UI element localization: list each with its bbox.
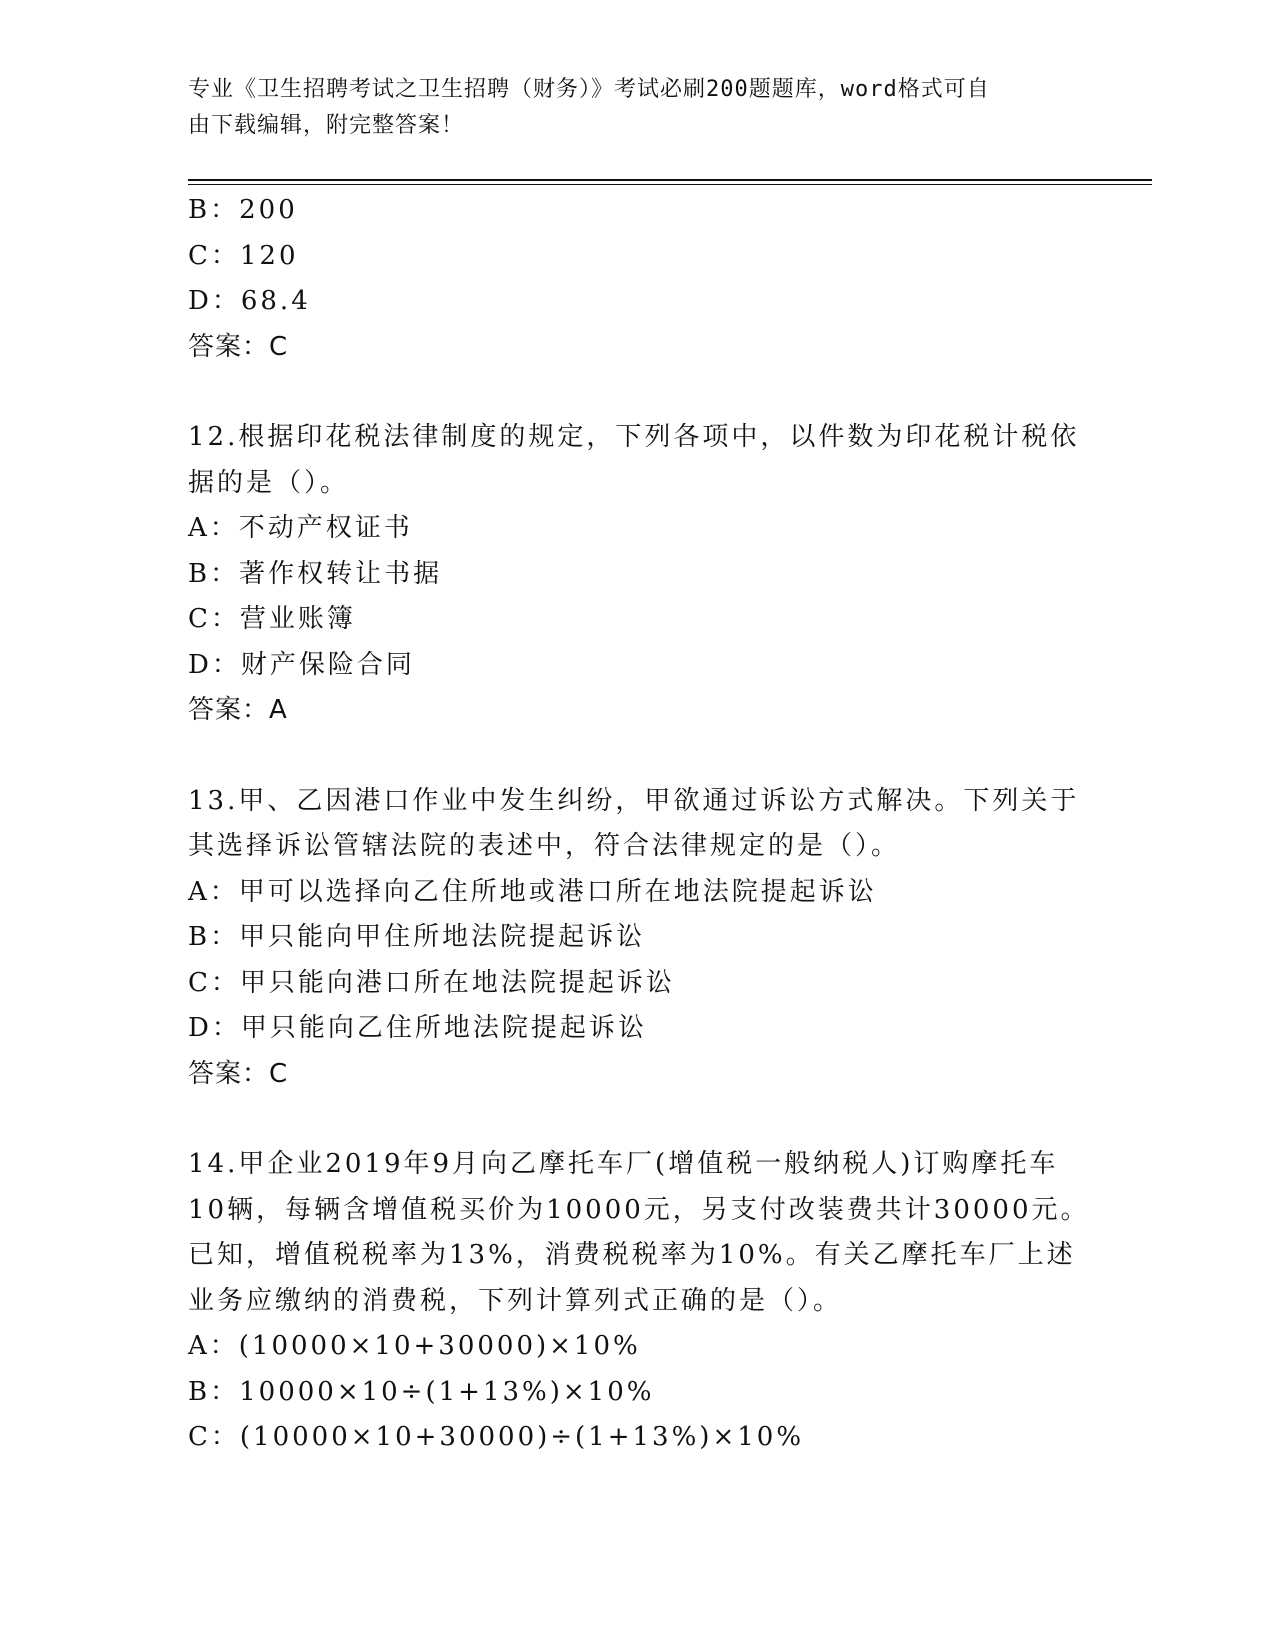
question-14 [188,1142,1088,1461]
answer: 答案：C [188,331,289,362]
question-text-line: 已知，增值税税率为13%，消费税税率为10%。有关乙摩托车厂上述 [188,1240,1076,1270]
question-13 [188,779,1088,1098]
document-body [188,188,1088,1461]
question-text-line: 12.根据印花税法律制度的规定，下列各项中，以件数为印花税计税依 [188,422,1080,452]
header-line-1: 专业《卫生招聘考试之卫生招聘（财务）》考试必刷200题题库，word格式可自 [188,77,990,102]
option-c: C：(10000×10+30000)÷(1+13%)×10% [188,1422,805,1452]
question-text-line: 据的是（）。 [188,467,350,498]
option-d: D：68.4 [188,286,311,316]
option-a: A：不动产权证书 [188,513,413,543]
option-c: C：120 [188,240,299,271]
option-b: B：200 [188,195,298,225]
header-rule-thick [188,179,1152,181]
header-rule-thin [188,184,1152,185]
option-b: B：甲只能向甲住所地法院提起诉讼 [188,922,646,952]
option-c: C：甲只能向港口所在地法院提起诉讼 [188,967,675,998]
question-12 [188,415,1088,734]
question-text-line: 其选择诉讼管辖法院的表述中，符合法律规定的是（）。 [188,831,901,861]
option-a: A：(10000×10+30000)×10% [188,1331,641,1361]
answer: 答案：C [188,1058,289,1089]
spacer [188,1097,1088,1142]
answer: 答案：A [188,695,288,725]
spacer [188,370,1088,415]
spacer [188,734,1088,779]
option-d: D：财产保险合同 [188,649,415,680]
header-line-2: 由下载编辑，附完整答案！ [188,113,465,138]
question-text-line: 13.甲、乙因港口作业中发生纠纷，甲欲通过诉讼方式解决。下列关于 [188,785,1080,816]
question-text-line: 业务应缴纳的消费税，下列计算列式正确的是（）。 [188,1285,843,1316]
question-text-line: 14.甲企业2019年9月向乙摩托车厂(增值税一般纳税人)订购摩托车 [188,1149,1059,1179]
option-c: C：营业账簿 [188,604,356,634]
option-b: B：著作权转让书据 [188,558,443,589]
page-header [188,72,1068,144]
question-text-line: 10辆，每辆含增值税买价为10000元，另支付改装费共计30000元。 [188,1194,1090,1225]
option-b: B：10000×10÷(1+13%)×10% [188,1376,655,1407]
option-a: A：甲可以选择向乙住所地或港口所在地法院提起诉讼 [188,876,877,907]
question-11-tail [188,188,1088,370]
option-d: D：甲只能向乙住所地法院提起诉讼 [188,1013,647,1043]
